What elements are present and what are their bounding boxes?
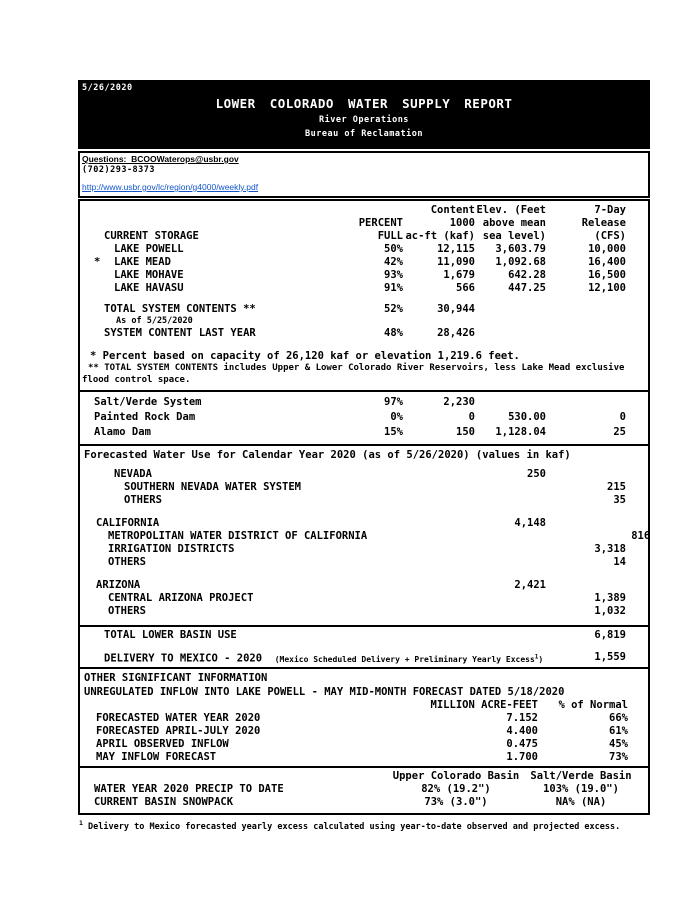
storage-header-row-3 (80, 230, 648, 243)
system-content-last-year-row: SYSTEM CONTENT LAST YEAR 48% 28,426 (104, 327, 475, 339)
mexico-label: DELIVERY TO MEXICO - 2020 (104, 652, 263, 665)
storage-header-row-2 (80, 217, 648, 230)
col-header-full: FULL (377, 230, 403, 242)
water-supply-report (78, 80, 650, 832)
report-date: 5/26/2020 (82, 83, 133, 93)
col-header-acft: ac-ft (kaf) (405, 230, 475, 242)
as-of-row: As of 5/25/2020 (116, 316, 193, 326)
lake-name: LAKE MOHAVE (114, 269, 184, 281)
mwd-row: METROPOLITAN WATER DISTRICT OF CALIFORNIA 816 (108, 530, 651, 542)
current-storage-label: CURRENT STORAGE (104, 230, 199, 242)
report-body (78, 199, 650, 815)
contact-email: Questions: BCOOWaterops@usbr.gov (82, 154, 239, 164)
contact-phone: (702)293-8373 (82, 165, 156, 175)
lake-name: LAKE MEAD (114, 256, 171, 268)
footnote-ref-1: 1 (534, 653, 539, 660)
weekly-report-link[interactable]: http://www.usbr.gov/lc/region/g4000/weekly.pdf (82, 182, 259, 192)
col-header-sea-level: sea level) (482, 230, 546, 242)
basin-totals-section (80, 625, 648, 667)
mexico-note: (Mexico Scheduled Delivery + Preliminary Yearly Excess$^1$) (274, 653, 544, 664)
total-system-contents-footnote: ** TOTAL SYSTEM CONTENTS includes Upper & Lower Colorado River Reservoirs, less Lake Mead exclusive flood control space. (82, 363, 625, 385)
forecast-use-title: Forecasted Water Use for Calendar Year 2020 (as of 5/26/2020) (values in kaf) (84, 449, 571, 461)
precip-to-date-row: WATER YEAR 2020 PRECIP TO DATE 82% (19.2") 103% (19.0") (94, 783, 619, 795)
report-subtitle-river-operations: River Operations (319, 115, 409, 125)
cap-row: CENTRAL ARIZONA PROJECT 1,389 (108, 592, 626, 604)
california-others-row: OTHERS 14 (108, 556, 626, 568)
storage-header-row-1 (80, 204, 648, 217)
may-inflow-forecast-row: MAY INFLOW FORECAST 1.700 73% (96, 751, 628, 763)
irrigation-districts-row: IRRIGATION DISTRICTS 3,318 (108, 543, 626, 555)
nevada-others-row: OTHERS 35 (124, 494, 626, 506)
col-header-release: Release (581, 217, 626, 229)
report-header (78, 80, 650, 149)
mexico-footnote: $^1$ Delivery to Mexico forecasted yearly excess calculated using year-to-date observed and projected excess. (79, 819, 621, 832)
lake-mead-row: * LAKE MEAD 42% 11,090 1,092.68 16,400 (80, 256, 648, 269)
capacity-footnote: * Percent based on capacity of 26,120 kaf or elevation 1,219.6 feet. (90, 350, 520, 362)
col-header-cfs: (CFS) (594, 230, 626, 242)
forecasted-water-year-row: FORECASTED WATER YEAR 2020 7.152 66% (96, 712, 628, 724)
other-significant-info-section (80, 667, 648, 766)
lake-mohave-row: LAKE MOHAVE 93% 1,679 642.28 16,500 (80, 269, 648, 282)
total-system-contents-row: TOTAL SYSTEM CONTENTS ** 52% 30,944 (104, 303, 475, 315)
snowpack-row: CURRENT BASIN SNOWPACK 73% (3.0") NA% (NA) (94, 796, 607, 808)
col-header-1000: 1000 (449, 217, 475, 229)
lake-name: LAKE POWELL (114, 243, 184, 255)
col-header-elev: Elev. (Feet (476, 204, 546, 216)
precip-snowpack-section (80, 766, 648, 813)
alamo-dam-row: Alamo Dam 15% 150 1,128.04 25 (94, 426, 626, 438)
inflow-header-row (80, 699, 648, 712)
april-observed-inflow-row: APRIL OBSERVED INFLOW 0.475 45% (96, 738, 628, 750)
forecast-use-section (80, 444, 651, 625)
arizona-row: ARIZONA 2,421 (96, 579, 546, 591)
report-subtitle-bureau: Bureau of Reclamation (305, 129, 423, 139)
nevada-row: NEVADA 250 (114, 468, 546, 480)
footnote-marker-1: 1 (79, 819, 83, 827)
contact-box (78, 151, 650, 198)
arizona-others-row: OTHERS 1,032 (108, 605, 626, 617)
lake-powell-row: LAKE POWELL 50% 12,115 3,603.79 10,000 (80, 243, 648, 256)
other-dams-section (80, 390, 648, 444)
col-header-7day: 7-Day (594, 204, 626, 216)
forecasted-april-july-row: FORECASTED APRIL-JULY 2020 4.400 61% (96, 725, 628, 737)
col-header-above-mean: above mean (482, 217, 546, 229)
report-title: LOWER COLORADO WATER SUPPLY REPORT (215, 96, 513, 111)
col-header-million-acre-feet: MILLION ACRE-FEET (430, 699, 538, 711)
mexico-value: 1,559 (594, 651, 626, 663)
col-header-percent: PERCENT (358, 217, 403, 229)
painted-rock-dam-row: Painted Rock Dam 0% 0 530.00 0 (94, 411, 626, 423)
col-header-salt-verde-basin: Salt/Verde Basin (530, 770, 632, 782)
salt-verde-row: Salt/Verde System 97% 2,230 (94, 396, 475, 408)
lake-mead-asterisk: * (94, 256, 101, 268)
unregulated-inflow-title: UNREGULATED INFLOW INTO LAKE POWELL - MAY MID-MONTH FORECAST DATED 5/18/2020 (84, 686, 565, 698)
col-header-content: Content (430, 204, 475, 216)
delivery-to-mexico-row (80, 650, 648, 664)
basin-header-row (80, 770, 648, 783)
lake-name: LAKE HAVASU (114, 282, 184, 294)
lake-havasu-row: LAKE HAVASU 91% 566 447.25 12,100 (80, 282, 648, 295)
other-info-title: OTHER SIGNIFICANT INFORMATION (84, 672, 268, 684)
col-header-upper-colorado-basin: Upper Colorado Basin (392, 770, 520, 782)
snws-row: SOUTHERN NEVADA WATER SYSTEM 215 (124, 481, 626, 493)
col-header-percent-normal: % of Normal (558, 699, 628, 711)
california-row: CALIFORNIA 4,148 (96, 517, 546, 529)
current-storage-section (80, 201, 648, 390)
total-lower-basin-use-row: TOTAL LOWER BASIN USE 6,819 (104, 629, 626, 641)
